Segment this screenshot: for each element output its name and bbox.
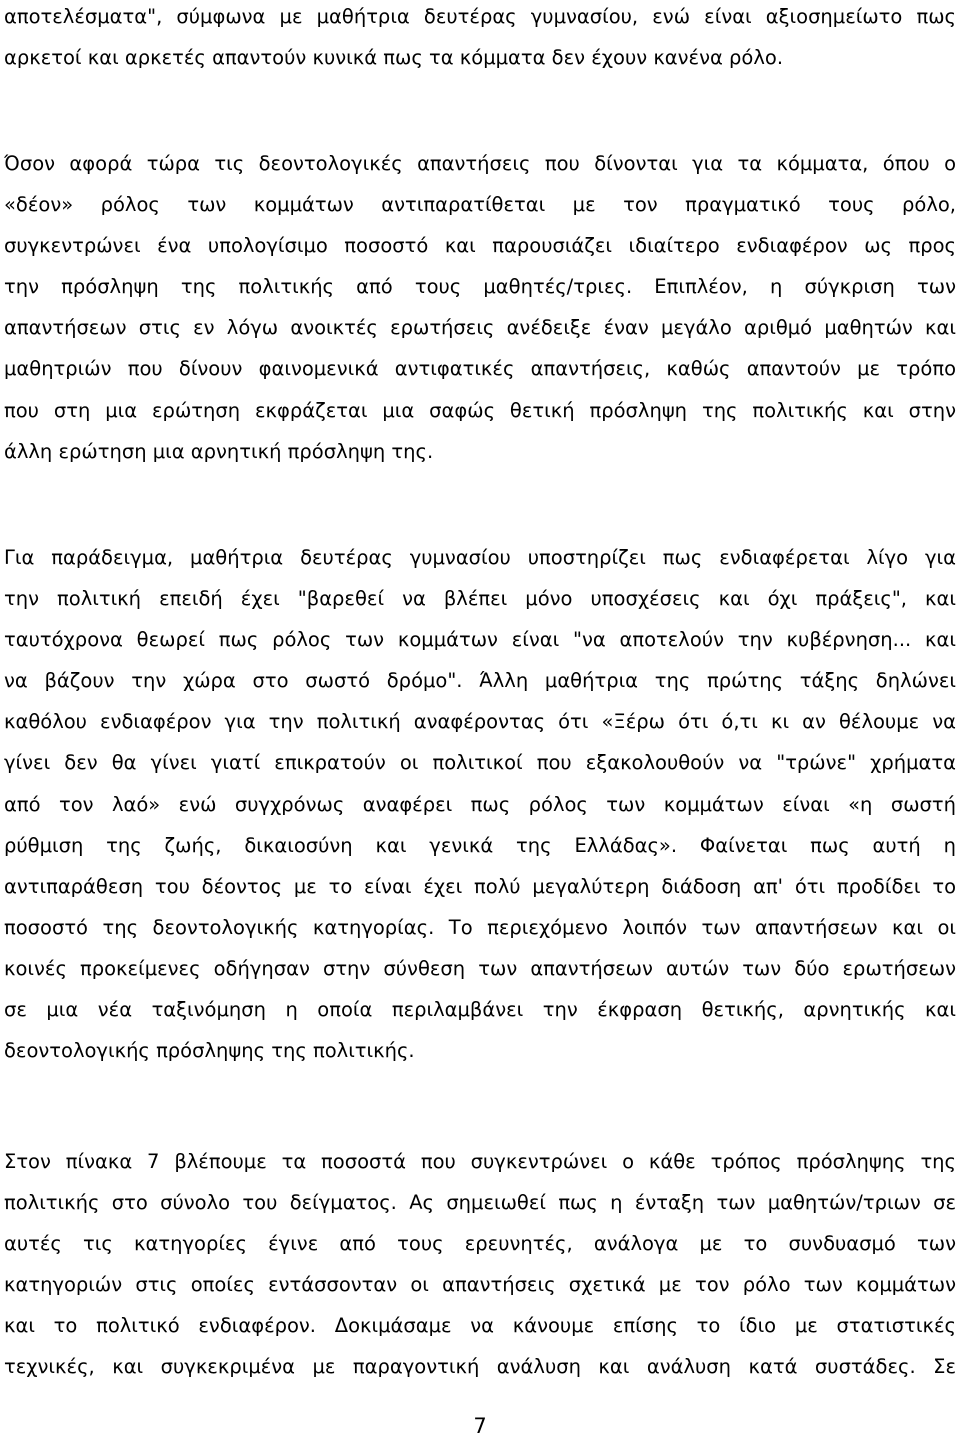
text-line: Για παράδειγμα, μαθήτρια δευτέρας γυμνασίου υποστηρίζει πως ενδιαφέρεται λίγο για [4, 546, 956, 569]
text-line: αντιπαράθεση του δέοντος με το είναι έχει πολύ μεγαλύτερη διάδοση απ' ότι προδίδει το [4, 874, 956, 898]
text-line: ταυτόχρονα θεωρεί πως ρόλος των κομμάτων είναι "να αποτελούν την κυβέρνηση... και [4, 628, 956, 652]
page-number: 7 [473, 1414, 487, 1438]
text-line: σε μια νέα ταξινόμηση η οποία περιλαμβάνει την έκφραση θετικής, αρνητικής και [4, 998, 956, 1022]
text-line: αρκετοί και αρκετές απαντούν κυνικά πως τα κόμματα δεν έχουν κανένα ρόλο. [4, 46, 784, 70]
text-line: συγκεντρώνει ένα υπολογίσιμο ποσοστό και παρουσιάζει ιδιαίτερο ενδιαφέρον ως προς [4, 234, 956, 258]
text-line: πολιτικής στο σύνολο του δείγματος. Ας σημειωθεί πως η ένταξη των μαθητών/τριων σε [4, 1191, 956, 1215]
paragraph-2 [4, 143, 956, 472]
text-line: από τον λαό» ενώ συγχρόνως αναφέρει πως ρόλος των κομμάτων είναι «η σωστή [4, 792, 956, 816]
paragraph-1 [4, 0, 956, 78]
text-line: δεοντολογικής πρόσληψης της πολιτικής. [4, 1039, 415, 1063]
text-line: καθόλου ενδιαφέρον για την πολιτική αναφέροντας ότι «Ξέρω ότι ό,τι κι αν θέλουμε να [4, 710, 956, 734]
text-line: μαθητριών που δίνουν φαινομενικά αντιφατικές απαντήσεις, καθώς απαντούν με τρόπο [4, 357, 956, 381]
text-line: γίνει δεν θα γίνει γιατί επικρατούν οι πολιτικοί που εξακολουθούν να "τρώνε" χρήματα [4, 751, 956, 775]
text-line: να βάζουν την χώρα στο σωστό δρόμο". Άλλη μαθήτρια της πρώτης τάξης δηλώνει [4, 669, 956, 693]
text-line: κατηγοριών στις οποίες εντάσσονταν οι απαντήσεις σχετικά με τον ρόλο των κομμάτων [4, 1273, 956, 1297]
text-line: ποσοστό της δεοντολογικής κατηγορίας. Το περιεχόμενο λοιπόν των απαντήσεων και οι [4, 915, 956, 939]
text-line: και το πολιτικό ενδιαφέρον. Δοκιμάσαμε να κάνουμε επίσης το ίδιο με στατιστικές [4, 1314, 956, 1338]
text-line: Όσον αφορά τώρα τις δεοντολογικές απαντήσεις που δίνονται για τα κόμματα, όπου ο [4, 152, 956, 175]
text-line: Στον πίνακα 7 βλέπουμε τα ποσοστά που συγκεντρώνει ο κάθε τρόπος πρόσληψης της [4, 1150, 956, 1173]
text-line: «δέον» ρόλος των κομμάτων αντιπαρατίθεται με τον πραγματικό τους ρόλο, [4, 193, 956, 217]
text-line: κοινές προκείμενες οδήγησαν στην σύνθεση των απαντήσεων αυτών των δύο ερωτήσεων [4, 956, 956, 980]
text-line: τεχνικές, και συγκεκριμένα με παραγοντική ανάλυση και ανάλυση κατά συστάδες. Σε [4, 1355, 956, 1379]
text-line: αυτές τις κατηγορίες έγινε από τους ερευνητές, ανάλογα με το συνδυασμό των [4, 1232, 956, 1256]
text-line: την πολιτική επειδή έχει "βαρεθεί να βλέπει μόνο υποσχέσεις και όχι πράξεις", και [4, 587, 956, 611]
text-line: αποτελέσματα", σύμφωνα με μαθήτρια δευτέρας γυμνασίου, ενώ είναι αξιοσημείωτο πως [4, 5, 956, 28]
text-line: άλλη ερώτηση μια αρνητική πρόσληψη της. [4, 439, 434, 463]
text-line: την πρόσληψη της πολιτικής από τους μαθητές/τριες. Επιπλέον, η σύγκριση των [4, 275, 956, 299]
text-line: που στη μια ερώτηση εκφράζεται μια σαφώς θετική πρόσληψη της πολιτικής και στην [4, 398, 956, 422]
paragraph-3 [4, 537, 956, 1071]
paragraph-4 [4, 1141, 956, 1388]
text-line: ρύθμιση της ζωής, δικαιοσύνη και γενικά της Ελλάδας». Φαίνεται πως αυτή η [4, 833, 956, 857]
text-line: απαντήσεων στις εν λόγω ανοικτές ερωτήσεις ανέδειξε έναν μεγάλο αριθμό μαθητών και [4, 316, 956, 340]
